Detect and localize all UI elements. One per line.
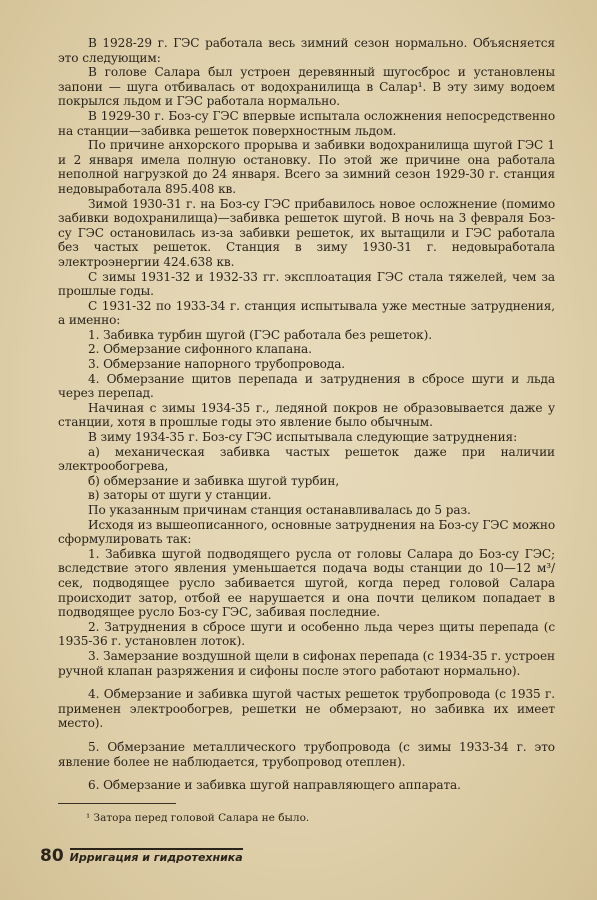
- paragraph: 3. Обмерзание напорного трубопровода.: [88, 357, 346, 372]
- paragraph: С зимы 1931-32 и 1932-33 гг. эксплоатация ГЭС стала тяжелей, чем за прошлые годы.: [58, 269, 555, 299]
- paragraph: Начиная с зимы 1934-35 г., ледяной покров не образовывается даже у станции, хотя в прошлые годы это явление было обычным.: [58, 400, 555, 430]
- footnote: ¹ Затора перед головой Салара не было.: [86, 812, 310, 824]
- paragraph: По указанным причинам станция останавливалась до 5 раз.: [88, 503, 471, 517]
- paragraph: а) механическая забивка частых решеток даже при наличии электрообогрева,: [58, 444, 555, 474]
- paragraph: С 1931-32 по 1933-34 г. станция испытывала уже местные затруднения, а именно:: [58, 298, 555, 328]
- paragraph: 4. Обмерзание и забивка шугой частых решеток трубопровода (с 1935 г. применен электрообогрев, решетки не обмерзают, но забивка их имеет место).: [58, 687, 555, 731]
- page-footer: [40, 846, 243, 866]
- paragraph: В 1928-29 г. ГЭС работала весь зимний сезон нормально. Объясняется это следующим:: [58, 36, 555, 65]
- paragraph: 3. Замерзание воздушной щели в сифонах перепада (с 1934-35 г. устроен ручной клапан разряжения и сифоны после этого работают нормально).: [58, 648, 555, 678]
- paragraph: 2. Обмерзание сифонного клапана.: [88, 342, 312, 357]
- paragraph: 2. Затруднения в сбросе шуги и особенно льда через щиты перепада (с 1935-36 г. установлен лоток).: [58, 619, 555, 649]
- paragraph: 1. Забивка турбин шугой (ГЭС работала без решеток).: [88, 327, 432, 342]
- paragraph: б) обмерзание и забивка шугой турбин,: [88, 473, 340, 488]
- paragraph: В 1929-30 г. Боз-су ГЭС впервые испытала осложнения непосредственно на станции—забивка решеток поверхностным льдом.: [58, 108, 555, 138]
- paragraph: 1. Забивка шугой подводящего русла от головы Салара до Боз-су ГЭС; вследствие этого явления уменьшается подача воды станции до 10—12 м³/сек, подводящее русло забивается шугой, когда перед головой Салара происходит затор, отбой ее нарушается и она почти целиком попадает в подводящее русло Боз-су ГЭС, забивая последние.: [58, 546, 555, 620]
- body-text: [58, 36, 555, 793]
- paragraph: 6. Обмерзание и забивка шугой направляющего аппарата.: [88, 778, 461, 793]
- paragraph: По причине анхорского прорыва и забивки водохранилища шугой ГЭС 1 и 2 января имела полную остановку. По этой же причине она работала неполной нагрузкой до 24 января. Всего за зимний сезон 1929-30 г. станция недовыработала 895.408 кв.: [58, 138, 555, 196]
- paragraph: в) заторы от шуги у станции.: [88, 488, 272, 503]
- journal-title: Ирригация и гидротехника: [70, 848, 243, 864]
- paragraph: В голове Салара был устроен деревянный шугосброс и установлены запони — шуга отбивалась от водохранилища в Салар¹. В эту зиму водоем покрылся льдом и ГЭС работала нормально.: [58, 65, 555, 109]
- paragraph: 4. Обмерзание щитов перепада и затруднения в сбросе шуги и льда через перепад.: [58, 371, 555, 401]
- paragraph: 5. Обмерзание металлического трубопровода (с зимы 1933-34 г. это явление более не наблюдается, трубопровод отеплен).: [58, 739, 555, 769]
- paragraph: В зиму 1934-35 г. Боз-су ГЭС испытывала следующие затруднения:: [88, 430, 518, 445]
- paragraph: Исходя из вышеописанного, основные затруднения на Боз-су ГЭС можно сформулировать так:: [58, 517, 555, 547]
- paragraph: Зимой 1930-31 г. на Боз-су ГЭС прибавилось новое осложнение (помимо забивки водохранилища)—забивка решеток шугой. В ночь на 3 февраля Боз-су ГЭС остановилась из-за забивки решеток, их вытащили и ГЭС работала без частых решеток. Станция в зиму 1930-31 г. недовыработала электроэнергии 424.638 кв.: [58, 196, 555, 269]
- footnote-rule: [58, 803, 176, 804]
- page-number: 80: [40, 846, 64, 866]
